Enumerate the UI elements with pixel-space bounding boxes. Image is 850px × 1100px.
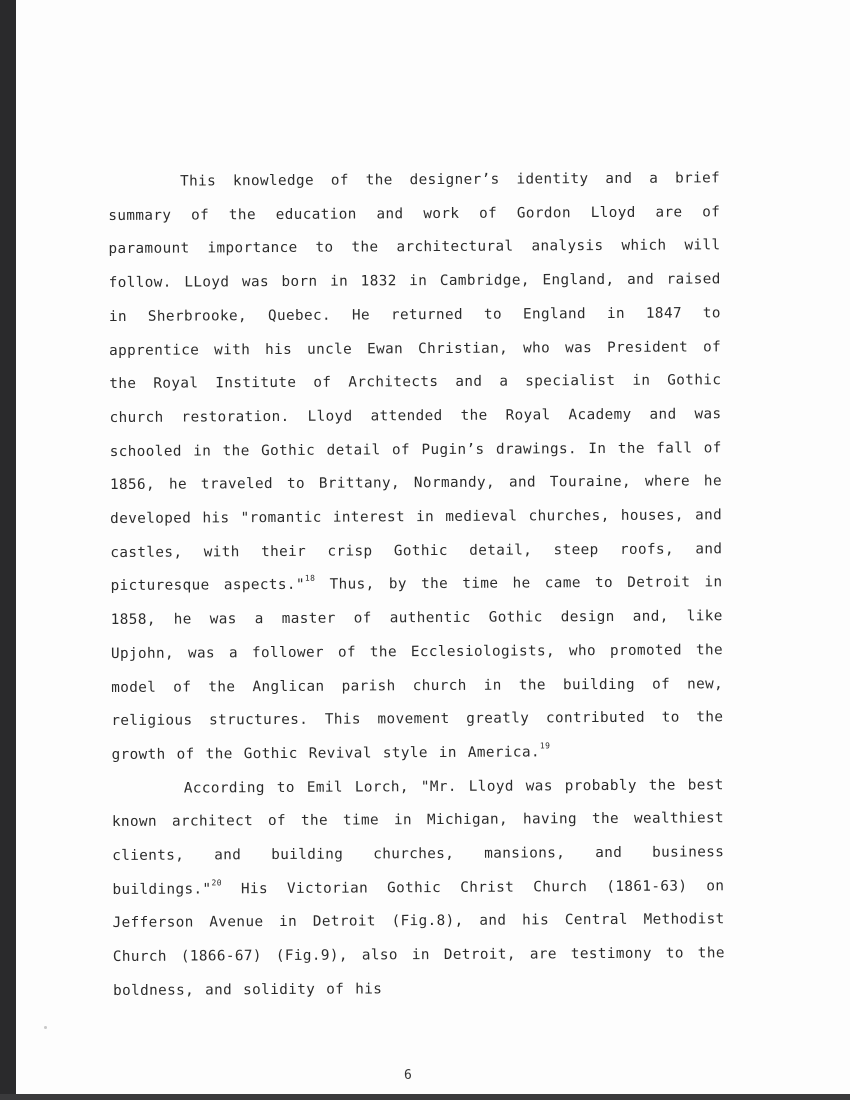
footnote-ref: 18 [304,574,316,584]
scan-speck [44,1026,47,1029]
scan-border-bottom [0,1094,850,1100]
paragraph-lorch-quote [112,769,725,1009]
scan-border-left [0,0,16,1100]
paragraph-lloyd-biography [108,162,724,772]
footnote-ref: 20 [211,878,222,888]
footnote-ref: 19 [539,741,551,751]
text-run: Thus, by the time he came to Detroit in 1858, he was a master of authentic Gothic design and, like Upjohn, was a follower of the Ecclesiologists, who promoted the model of the Anglican parish church in the building of new, religious structures. This movement greatly contributed to the growth of the Gothic Revival style in America. [110,574,724,763]
text-run: His Victorian Gothic Christ Church (1861-63) on Jefferson Avenue in Detroit (Fig.8), and his Central Methodist Church (1866-67) (Fig.9), also in Detroit, are testimony to the boldness, and solidity of his [112,878,725,999]
body-text [108,162,725,1008]
text-run: According to Emil Lorch, "Mr. Lloyd was probably the best known architect of the time in Michigan, having the wealthiest clients, and building churches, mansions, and business buildings." [111,776,725,898]
text-run: This knowledge of the designer’s identity and a brief summary of the education and work of Gordon Lloyd are of paramount importance to the architectural analysis which will follow. LLoyd was born in 1832 in Cambridge, England, and raised in Sherbrooke, Quebec. He returned to England in 1847 to apprentice with his uncle Ewan Christian, who was President of the Royal Institute of Architects and a specialist in Gothic church restoration. Lloyd attended the Royal Academy and was schooled in the Gothic detail of Pugin’s drawings. In the fall of 1856, he traveled to Brittany, Normandy, and Touraine, where he developed his "romantic interest in medieval churches, houses, and castles, with their crisp Gothic detail, steep roofs, and picturesque aspects." [108,170,723,595]
page-number: 6 [404,1068,412,1083]
